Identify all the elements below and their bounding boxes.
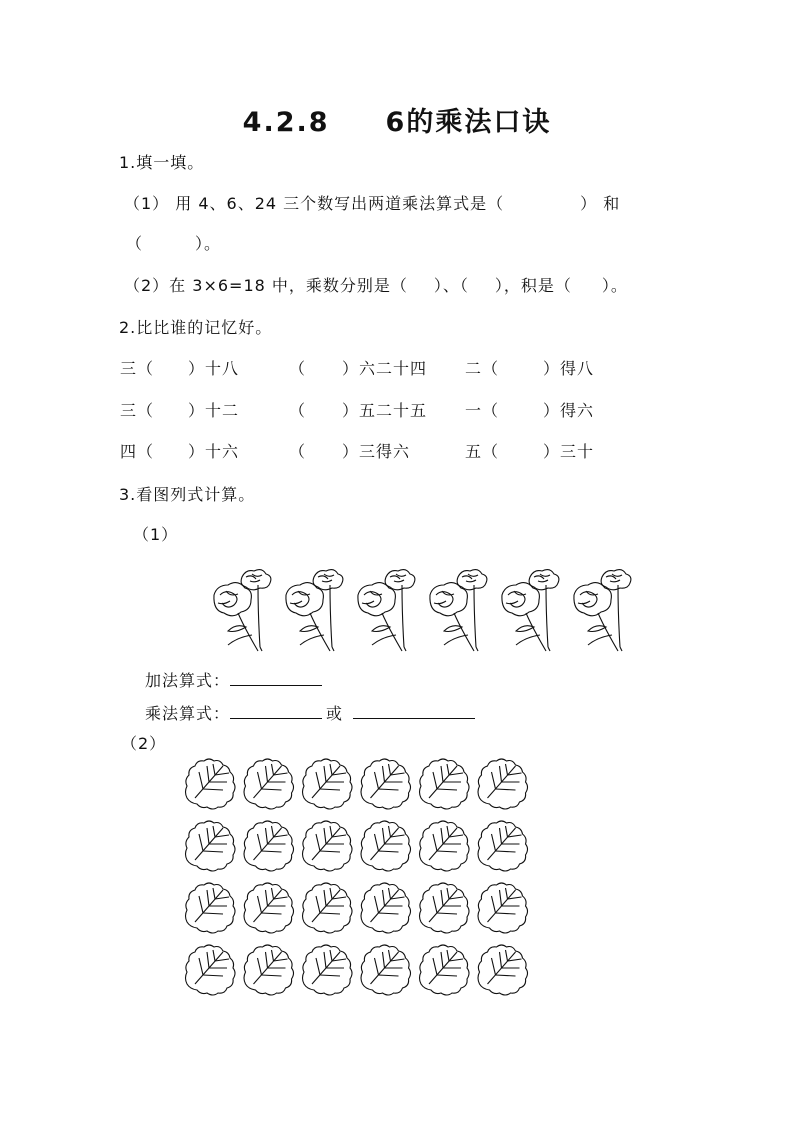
q1-line2-open: （ (126, 234, 144, 253)
leaf (478, 945, 528, 995)
q2-text-d: ）。 (601, 276, 628, 295)
leaf (244, 759, 294, 809)
memory-item-prefix: 三（ (120, 359, 155, 378)
section2-heading: 2.比比谁的记忆好。 (119, 318, 273, 337)
leaf (361, 759, 411, 809)
leaf (303, 759, 353, 809)
leaf (361, 883, 411, 933)
carnation-flower (430, 570, 487, 651)
page-title (0, 100, 794, 139)
memory-item-suffix: ）得八 (543, 359, 595, 378)
part1-label: （1） (133, 525, 179, 544)
memory-item (120, 356, 239, 379)
q2-text-a: （2）在 3×6=18 中，乘数分别是（ (124, 276, 408, 295)
leaf (420, 883, 470, 933)
title-text: 6的乘法口诀 (385, 107, 552, 138)
leaf (420, 759, 470, 809)
memory-item (289, 439, 410, 462)
multiplication-answer-blank-1[interactable] (230, 704, 322, 719)
part2-label: （2） (121, 734, 167, 753)
memory-item-prefix: 二（ (465, 359, 500, 378)
leaf (420, 821, 470, 871)
memory-item (120, 398, 239, 421)
leaf (361, 821, 411, 871)
leaf (244, 821, 294, 871)
title-number: 4.2.8 (242, 107, 330, 138)
q2-line (124, 273, 628, 296)
leaf (186, 883, 236, 933)
memory-item-suffix: ）五二十五 (342, 401, 428, 420)
memory-item (465, 439, 594, 462)
leaf (186, 821, 236, 871)
memory-item (465, 398, 594, 421)
leaf (420, 945, 470, 995)
memory-item-prefix: （ (289, 401, 307, 420)
memory-item-suffix: ）六二十四 (342, 359, 428, 378)
addition-answer-blank[interactable] (230, 671, 322, 686)
q1-line2-close: ）。 (195, 234, 222, 253)
memory-item-prefix: 一（ (465, 401, 500, 420)
memory-item-suffix: ）得六 (543, 401, 595, 420)
carnation-flower (574, 570, 631, 651)
leaf (478, 821, 528, 871)
memory-item (120, 439, 239, 462)
memory-item-suffix: ）三十 (543, 442, 595, 461)
carnation-flower (502, 570, 559, 651)
flowers-figure (208, 563, 648, 655)
leaf (303, 945, 353, 995)
carnation-flower (214, 570, 271, 651)
leaf (361, 945, 411, 995)
leaf (186, 945, 236, 995)
addition-label: 加法算式： (145, 671, 231, 690)
multiplication-label: 乘法算式： (145, 704, 231, 723)
q1-line1 (124, 191, 620, 214)
leaf (478, 759, 528, 809)
leaf (303, 821, 353, 871)
memory-item (465, 356, 594, 379)
carnation-flower (286, 570, 343, 651)
memory-item (289, 356, 427, 379)
carnation-flower (358, 570, 415, 651)
section1-heading: 1.填一填。 (119, 153, 205, 172)
memory-item-prefix: 五（ (465, 442, 500, 461)
memory-item-suffix: ）十六 (188, 442, 240, 461)
leaf (244, 945, 294, 995)
memory-item-suffix: ）十八 (188, 359, 240, 378)
q1-prefix: （1） 用 4、6、24 三个数写出两道乘法算式是（ (124, 194, 505, 213)
leaf (244, 883, 294, 933)
section3-heading: 3.看图列式计算。 (119, 485, 256, 504)
leaves-figure (183, 758, 535, 1006)
memory-item-suffix: ）十二 (188, 401, 240, 420)
memory-item-prefix: 三（ (120, 401, 155, 420)
or-label: 或 (326, 704, 344, 723)
q1-mid: ） 和 (580, 194, 621, 213)
leaf (303, 883, 353, 933)
memory-item (289, 398, 427, 421)
multiplication-line (145, 701, 475, 724)
leaf (478, 883, 528, 933)
memory-item-prefix: （ (289, 359, 307, 378)
q2-text-c: ），积是（ (494, 276, 572, 295)
q2-text-b: ）、（ (433, 276, 469, 295)
q1-line2 (126, 231, 221, 254)
multiplication-answer-blank-2[interactable] (353, 704, 475, 719)
addition-line (145, 668, 322, 691)
memory-item-prefix: 四（ (120, 442, 155, 461)
memory-item-suffix: ）三得六 (342, 442, 411, 461)
memory-item-prefix: （ (289, 442, 307, 461)
leaf (186, 759, 236, 809)
